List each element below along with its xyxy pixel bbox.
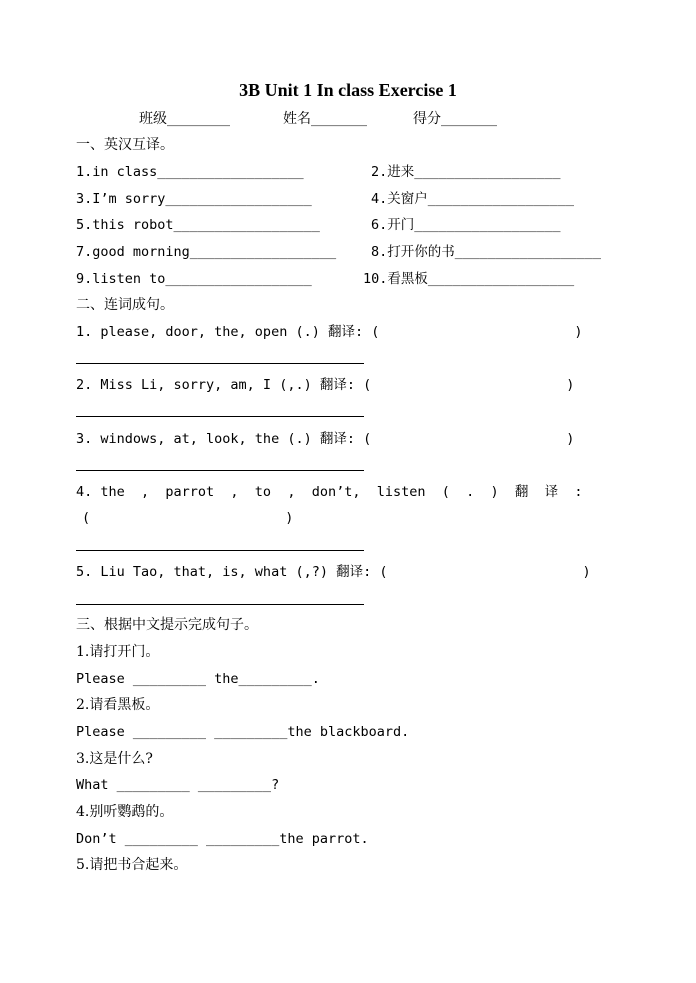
answer-line [76,550,364,551]
sentence-question: 3. windows, at, look, the (.) 翻译: ( ) [76,431,575,447]
translate-item: 2.进来__________________ [371,164,561,180]
sentence-question: 2. Miss Li, sorry, am, I (,.) 翻译: ( ) [76,377,575,393]
fill-in-sentence: What _________ _________? [76,777,280,793]
translate-item: 3.I’m sorry__________________ [76,191,312,207]
translate-item: 10.看黑板__________________ [363,271,575,287]
prompt-chinese: 5.请把书合起来。 [76,857,188,873]
fill-in-sentence: Please _________ _________the blackboard. [76,724,410,740]
sentence-question: 4. the , parrot , to , don’t, listen ( . ) 翻 译 : [76,484,583,500]
class-field: 班级_________ [139,111,230,127]
fill-in-sentence: Don’t _________ _________the parrot. [76,831,369,847]
answer-line [76,416,364,417]
worksheet-title: 3B Unit 1 In class Exercise 1 [239,80,457,100]
translate-item: 7.good morning__________________ [76,244,337,260]
section2-heading: 二、连词成句。 [76,297,174,313]
fill-in-sentence: Please _________ the_________. [76,671,320,687]
prompt-chinese: 3.这是什么? [76,751,153,767]
prompt-chinese: 4.别听鹦鹉的。 [76,804,174,820]
name-field: 姓名________ [283,111,367,127]
translate-item: 8.打开你的书__________________ [371,244,602,260]
prompt-chinese: 2.请看黑板。 [76,697,160,713]
translate-item: 1.in class__________________ [76,164,304,180]
sentence-question: 1. please, door, the, open (.) 翻译: ( ) [76,324,583,340]
sentence-question-cont: ( ) [82,510,294,526]
answer-line [76,363,364,364]
sentence-question: 5. Liu Tao, that, is, what (,?) 翻译: ( ) [76,564,591,580]
translate-item: 9.listen to__________________ [76,271,312,287]
answer-line [76,470,364,471]
section3-heading: 三、根据中文提示完成句子。 [76,617,258,633]
translate-item: 4.关窗户__________________ [371,191,575,207]
score-field: 得分________ [413,111,497,127]
section1-heading: 一、英汉互译。 [76,137,174,153]
answer-line [76,604,364,605]
translate-item: 5.this robot__________________ [76,217,320,233]
prompt-chinese: 1.请打开门。 [76,644,160,660]
translate-item: 6.开门__________________ [371,217,561,233]
